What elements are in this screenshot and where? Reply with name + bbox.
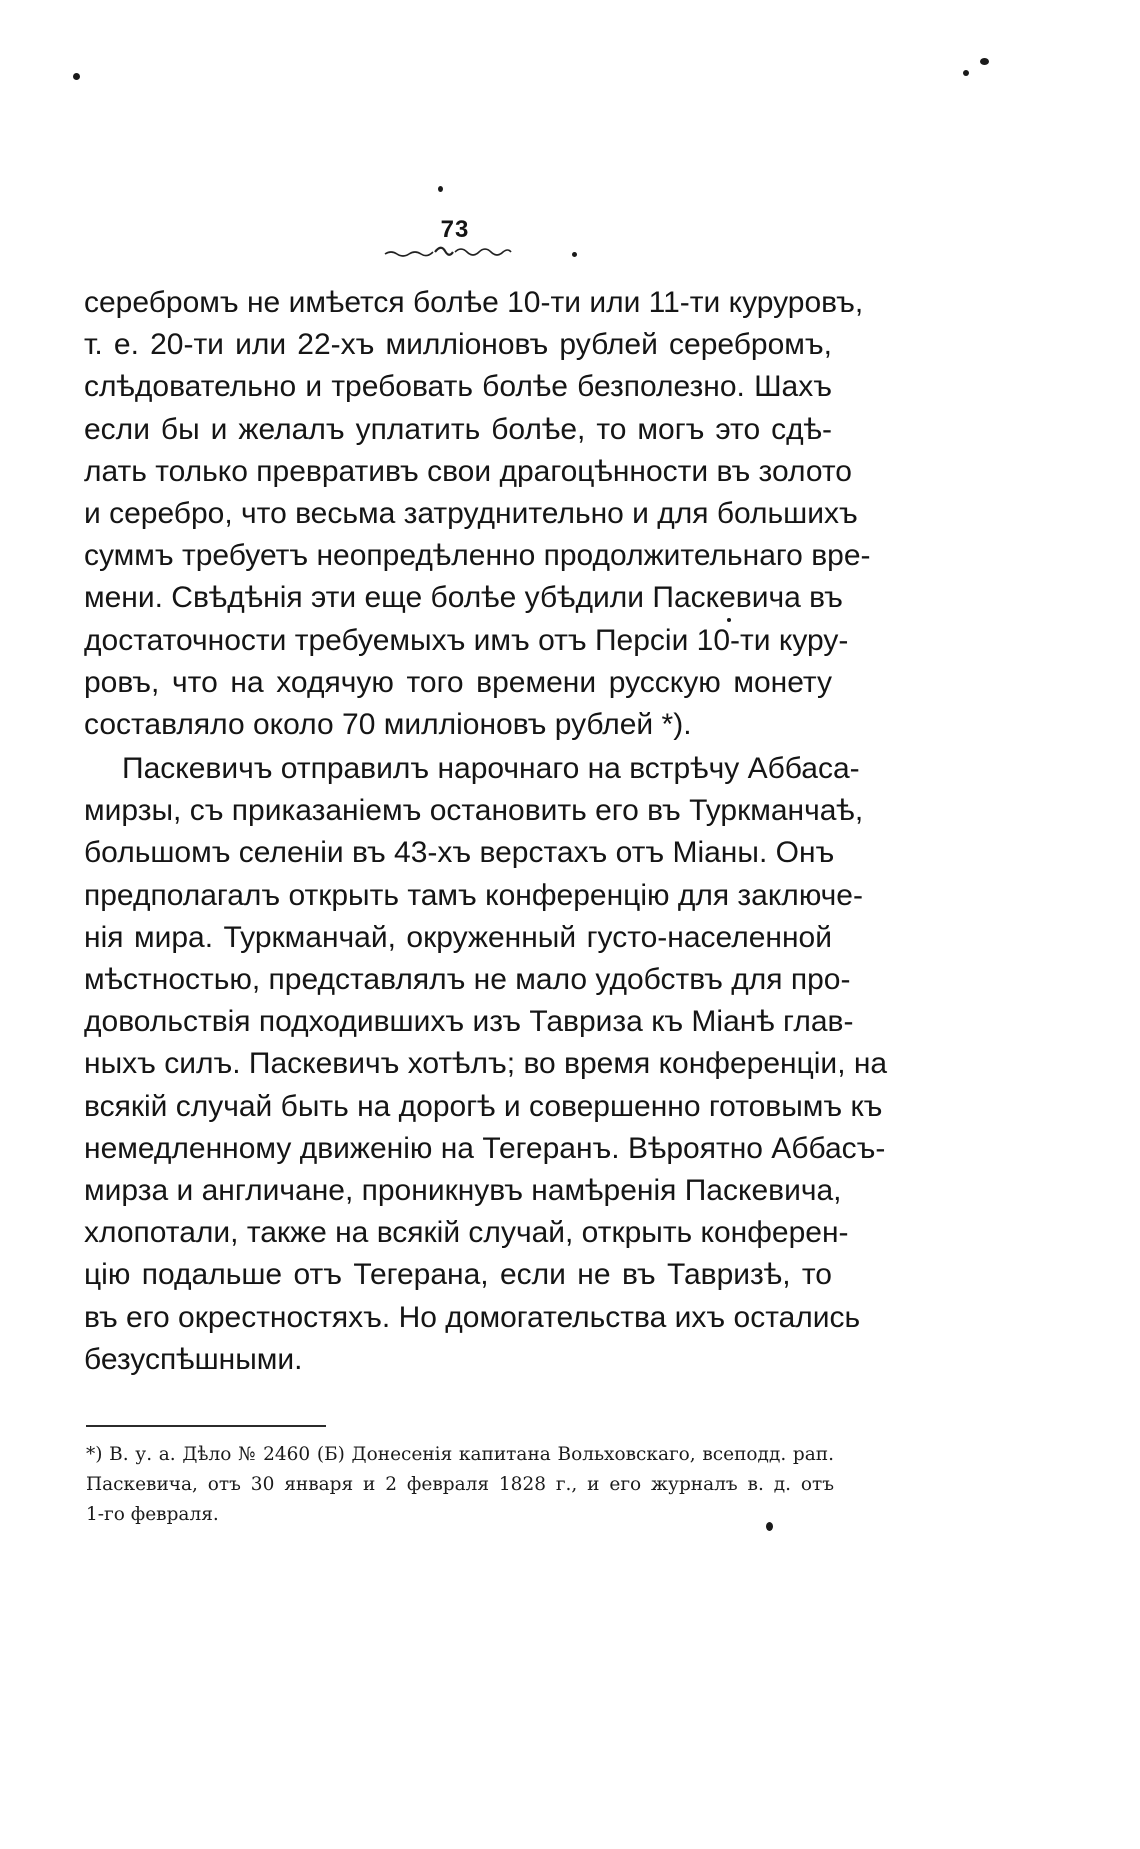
text-line: слѣдовательно и требовать болѣе безполезно. Шахъ <box>84 370 832 404</box>
text-line: мени. Свѣдѣнія эти еще болѣе убѣдили Паскевича въ <box>84 581 843 615</box>
ornament-divider <box>383 242 513 260</box>
footnote <box>86 1440 834 1530</box>
text-line: безуспѣшными. <box>84 1342 303 1376</box>
footnote-line: Паскевича, отъ 30 января и 2 февраля 1828 г., и его журналъ в. д. отъ <box>86 1474 834 1495</box>
print-speck <box>572 252 577 257</box>
text-line: мирза и англичане, проникнувъ намѣренія Паскевича, <box>84 1173 842 1207</box>
body-text <box>84 282 888 1381</box>
footnote-line: 1-го февраля. <box>86 1504 219 1525</box>
text-line: нія мира. Туркманчай, окруженный густо-населенной <box>84 920 832 954</box>
text-line: большомъ селеніи въ 43-хъ верстахъ отъ Міаны. Онъ <box>84 836 835 870</box>
page-number: 73 <box>440 216 470 243</box>
footnote-rule <box>86 1425 326 1427</box>
print-speck <box>980 58 989 65</box>
text-line: мѣстностью, представлялъ не мало удобствъ для про- <box>84 963 851 996</box>
footnote-line: *) В. у. а. Дѣло № 2460 (Б) Донесенія капитана Вольховскаго, всеподд. рап. <box>86 1444 834 1465</box>
text-line: суммъ требуетъ неопредѣленно продолжительнаго вре- <box>84 539 871 573</box>
text-line: ныхъ силъ. Паскевичъ хотѣлъ; во время конференціи, на <box>84 1047 888 1081</box>
text-line: довольствія подходившихъ изъ Тавриза къ Міанѣ глав- <box>84 1005 854 1039</box>
text-line: мирзы, съ приказаніемъ остановить его въ Туркманчаѣ, <box>84 794 864 828</box>
text-line: если бы и желалъ уплатить болѣе, то могъ это сдѣ- <box>84 412 832 446</box>
text-line: въ его окрестностяхъ. Но домогательства ихъ остались <box>84 1300 861 1334</box>
text-line: ровъ, что на ходячую того времени русскую монету <box>84 665 832 699</box>
text-line: и серебро, что весьма затруднительно и для большихъ <box>84 496 858 530</box>
text-line: составляло около 70 милліоновъ рублей *). <box>84 707 692 741</box>
text-line: серебромъ не имѣется болѣе 10-ти или 11-ти куруровъ, <box>84 286 864 319</box>
text-line: хлопотали, также на всякій случай, открыть конферен- <box>84 1216 849 1250</box>
text-line: цію подальше отъ Тегерана, если не въ Тавризѣ, то <box>84 1258 832 1292</box>
text-line: достаточности требуемыхъ имъ отъ Персіи 10-ти куру- <box>84 623 849 657</box>
text-line: Паскевичъ отправилъ нарочнаго на встрѣчу Аббаса- <box>122 752 860 786</box>
text-line: немедленному движенію на Тегеранъ. Вѣроятно Аббасъ- <box>84 1131 886 1165</box>
text-line: лать только превративъ свои драгоцѣнности въ золото <box>84 454 852 488</box>
paragraph <box>84 748 888 1381</box>
text-line: т. е. 20-ти или 22-хъ милліоновъ рублей серебромъ, <box>84 328 832 362</box>
paragraph <box>84 282 871 746</box>
print-speck <box>963 70 969 76</box>
text-line: всякій случай быть на дорогѣ и совершенно готовымъ къ <box>84 1089 883 1123</box>
print-speck <box>438 186 443 192</box>
text-line: предполагалъ открыть тамъ конференцію для заключе- <box>84 878 863 912</box>
print-speck <box>73 73 80 80</box>
